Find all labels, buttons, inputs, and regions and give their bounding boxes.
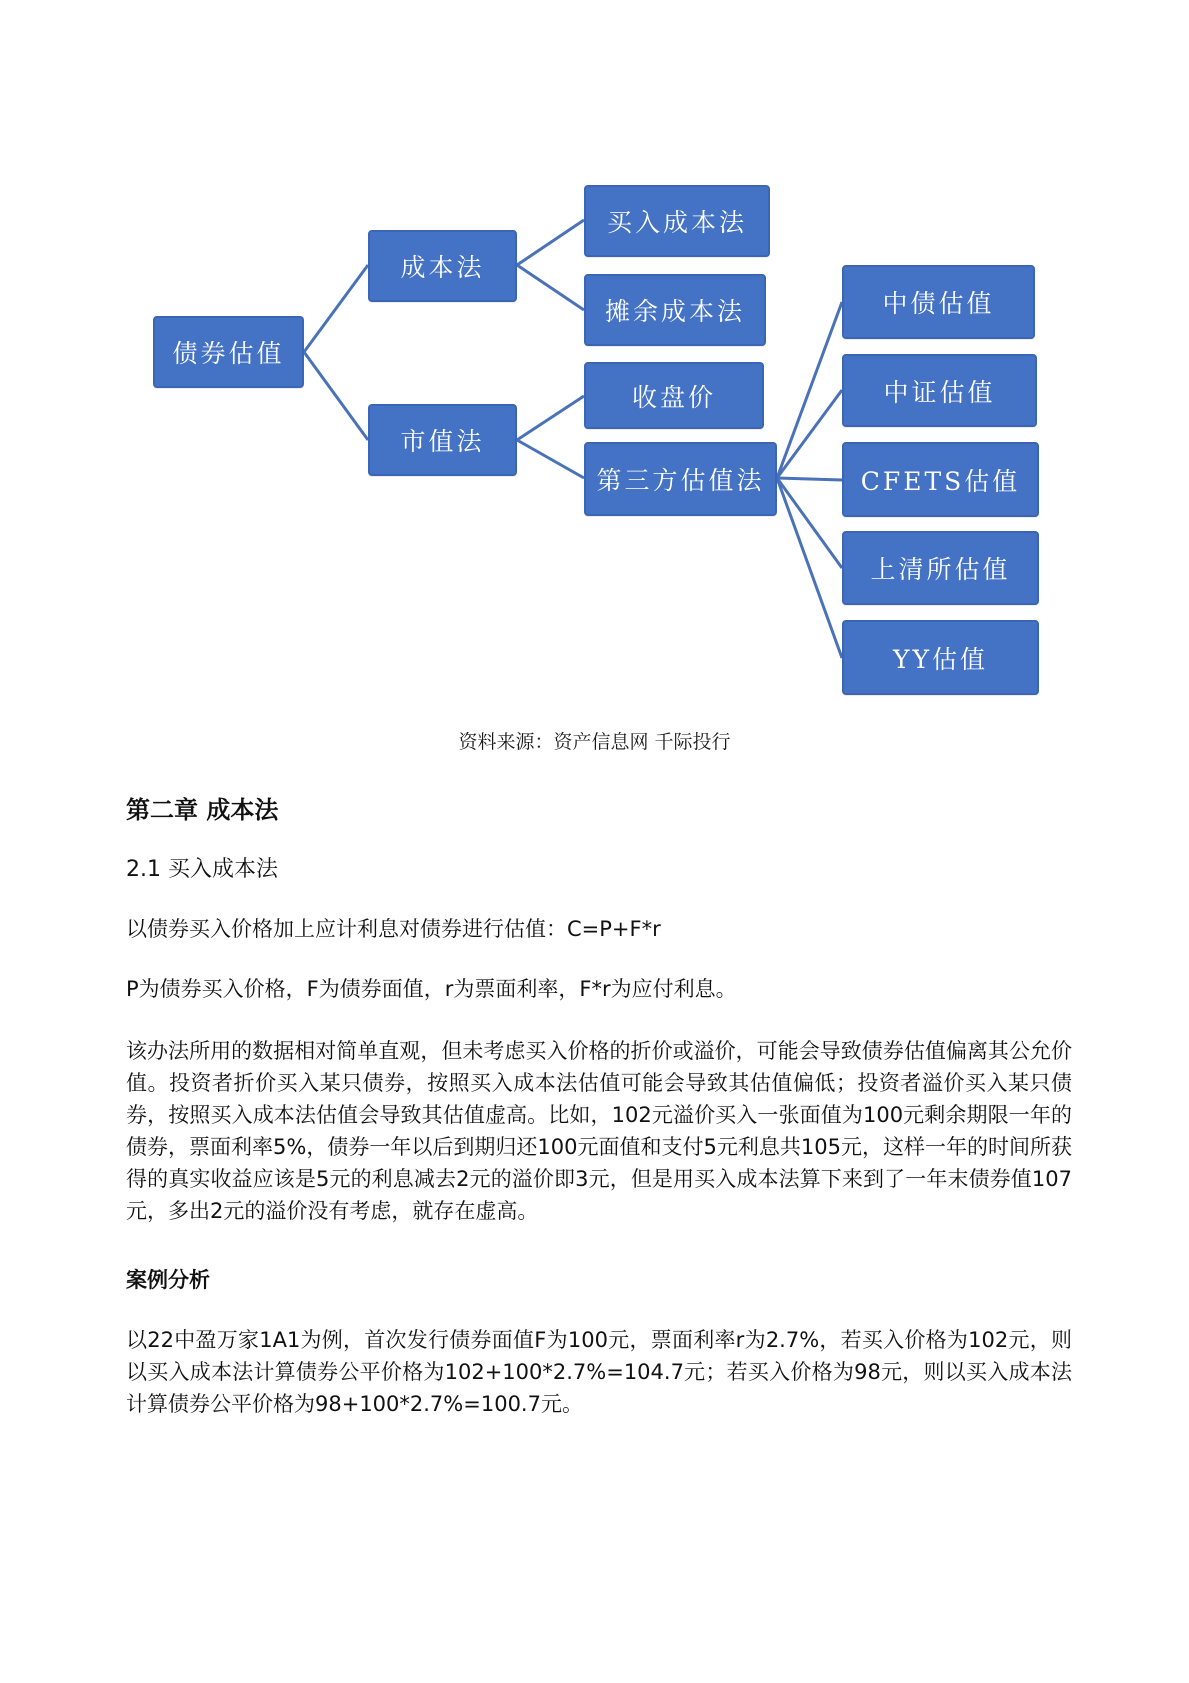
case-paragraph: 以22中盈万家1A1为例，首次发行债券面值F为100元，票面利率r为2.7%，若买入价格为102元，则以买入成本法计算债券公平价格为102+100*2.7%=104.7元；若买入价格为98元，则以买入成本法计算债券公平价格为98+100*2.7%=100.7元。: [126, 1328, 1072, 1416]
node-shanghai-clearing: 上清所估值: [842, 531, 1039, 605]
node-amortized-cost: 摊余成本法: [584, 274, 766, 346]
node-closing-price: 收盘价: [584, 362, 764, 429]
formula-intro: 以债券买入价格加上应计利息对债券进行估值：C=P+F*r: [126, 917, 661, 941]
chapter-title: 第二章 成本法: [126, 796, 279, 824]
connector-tp-shanghai: [777, 478, 842, 568]
connector-tp-yy: [777, 478, 842, 658]
connector-tp-cfets: [777, 478, 842, 480]
node-yy: YY估值: [842, 620, 1039, 695]
connector-market-thirdparty: [517, 440, 584, 478]
node-chinabond: 中债估值: [842, 265, 1035, 339]
connector-root-market: [304, 352, 368, 440]
connector-market-close: [517, 396, 584, 440]
analysis-paragraph: 该办法所用的数据相对简单直观，但未考虑买入价格的折价或溢价，可能会导致债券估值偏离其公允价值。投资者折价买入某只债券，按照买入成本法估值可能会导致其估值偏低；投资者溢价买入某只债券，按照买入成本法估值会导致其估值虚高。比如，102元溢价买入一张面值为100元剩余期限一年的债券，票面利率5%，债券一年以后到期归还100元面值和支付5元利息共105元，这样一年的时间所获得的真实收益应该是5元的利息减去2元的溢价即3元，但是用买入成本法算下来到了一年末债券值107元，多出2元的溢价没有考虑，就存在虚高。: [126, 1039, 1072, 1223]
figure-caption: 资料来源：资产信息网 千际投行: [458, 731, 731, 753]
node-csi: 中证估值: [842, 354, 1037, 427]
node-buy-cost: 买入成本法: [584, 185, 770, 257]
connector-root-cost: [304, 265, 368, 352]
case-heading: 案例分析: [126, 1268, 210, 1292]
connector-tp-zhongzhai: [777, 302, 842, 478]
node-market-method: 市值法: [368, 404, 517, 476]
connector-tp-zhongzheng: [777, 390, 842, 478]
formula-definition: P为债券买入价格，F为债券面值，r为票面利率，F*r为应付利息。: [126, 977, 737, 1001]
node-third-party: 第三方估值法: [584, 442, 777, 516]
connector-cost-buy: [517, 220, 584, 265]
section-title: 2.1 买入成本法: [126, 857, 278, 882]
node-bond-valuation: 债券估值: [153, 316, 304, 388]
connector-cost-amortized: [517, 265, 584, 310]
node-cost-method: 成本法: [368, 230, 517, 302]
node-cfets: CFETS估值: [842, 442, 1039, 517]
